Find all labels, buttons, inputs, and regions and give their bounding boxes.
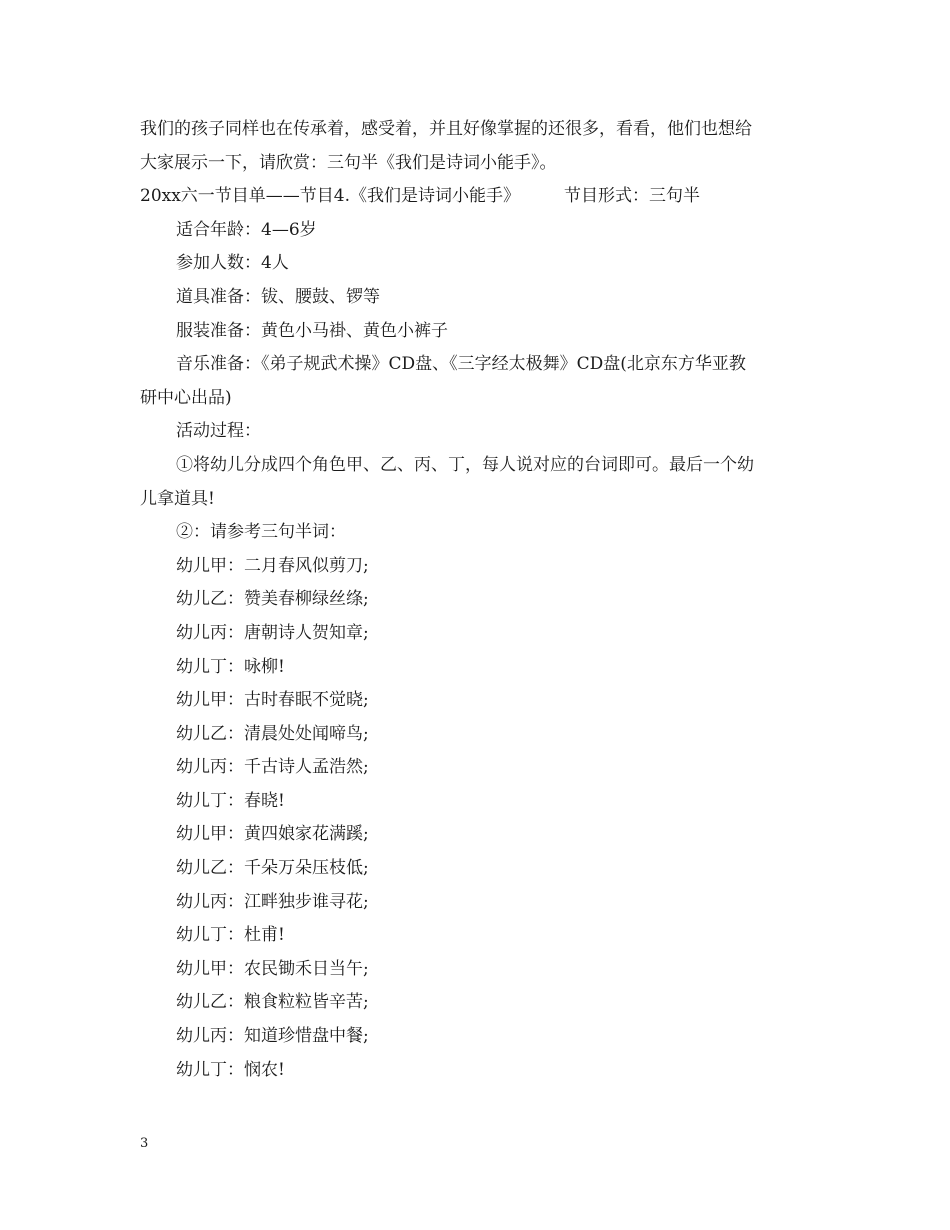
program-form: 节目形式：三句半: [564, 186, 701, 207]
script-line: 幼儿丙：唐朝诗人贺知章;: [176, 622, 369, 643]
participants-line: 参加人数：4人: [176, 253, 289, 274]
intro-line-2: 大家展示一下，请欣赏：三句半《我们是诗词小能手》。: [140, 152, 557, 173]
script-line: 幼儿甲：农民锄禾日当午;: [176, 958, 369, 979]
script-line: 幼儿乙：粮食粒粒皆辛苦;: [176, 992, 369, 1013]
script-line: 幼儿甲：二月春风似剪刀;: [176, 555, 369, 576]
script-line: 幼儿丁：杜甫!: [176, 925, 285, 946]
age-line: 适合年龄：4—6岁: [176, 219, 317, 240]
page-number: 3: [140, 1136, 149, 1151]
script-line: 幼儿丙：江畔独步谁寻花;: [176, 891, 369, 912]
music-line-1: 音乐准备：《弟子规武术操》CD盘、《三字经太极舞》CD盘(北京东方华亚教: [176, 354, 746, 375]
script-line: 幼儿丁：咏柳!: [176, 656, 285, 677]
script-line: 幼儿乙：千朵万朵压枝低;: [176, 858, 369, 879]
script-line: 幼儿丁：春晓!: [176, 790, 285, 811]
program-title: 20xx六一节目单——节目4.《我们是诗词小能手》: [140, 186, 521, 207]
script-line: 幼儿丙：千古诗人孟浩然;: [176, 757, 369, 778]
document-body: [140, 113, 815, 1087]
costume-line: 服装准备：黄色小马褂、黄色小裤子: [176, 320, 448, 341]
step1-line-2: 儿拿道具!: [140, 488, 215, 509]
script-line: 幼儿丁：悯农!: [176, 1059, 285, 1080]
process-title: 活动过程：: [176, 421, 261, 442]
script-line: 幼儿丙：知道珍惜盘中餐;: [176, 1026, 369, 1047]
script-line: 幼儿乙：赞美春柳绿丝绦;: [176, 589, 369, 610]
script-line: 幼儿甲：黄四娘家花满蹊;: [176, 824, 369, 845]
intro-line-1: 我们的孩子同样也在传承着，感受着，并且好像掌握的还很多，看看，他们也想给: [140, 119, 752, 139]
script-line: 幼儿乙：清晨处处闻啼鸟;: [176, 723, 369, 744]
script-line: 幼儿甲：古时春眠不觉晓;: [176, 690, 369, 711]
step2-line: ②：请参考三句半词：: [176, 522, 346, 543]
step1-line-1: ①将幼儿分成四个角色甲、乙、丙、丁，每人说对应的台词即可。最后一个幼: [176, 454, 754, 475]
program-title-line: [140, 180, 815, 214]
music-line-2: 研中心出品): [140, 387, 232, 408]
props-line: 道具准备：钹、腰鼓、锣等: [176, 286, 380, 307]
